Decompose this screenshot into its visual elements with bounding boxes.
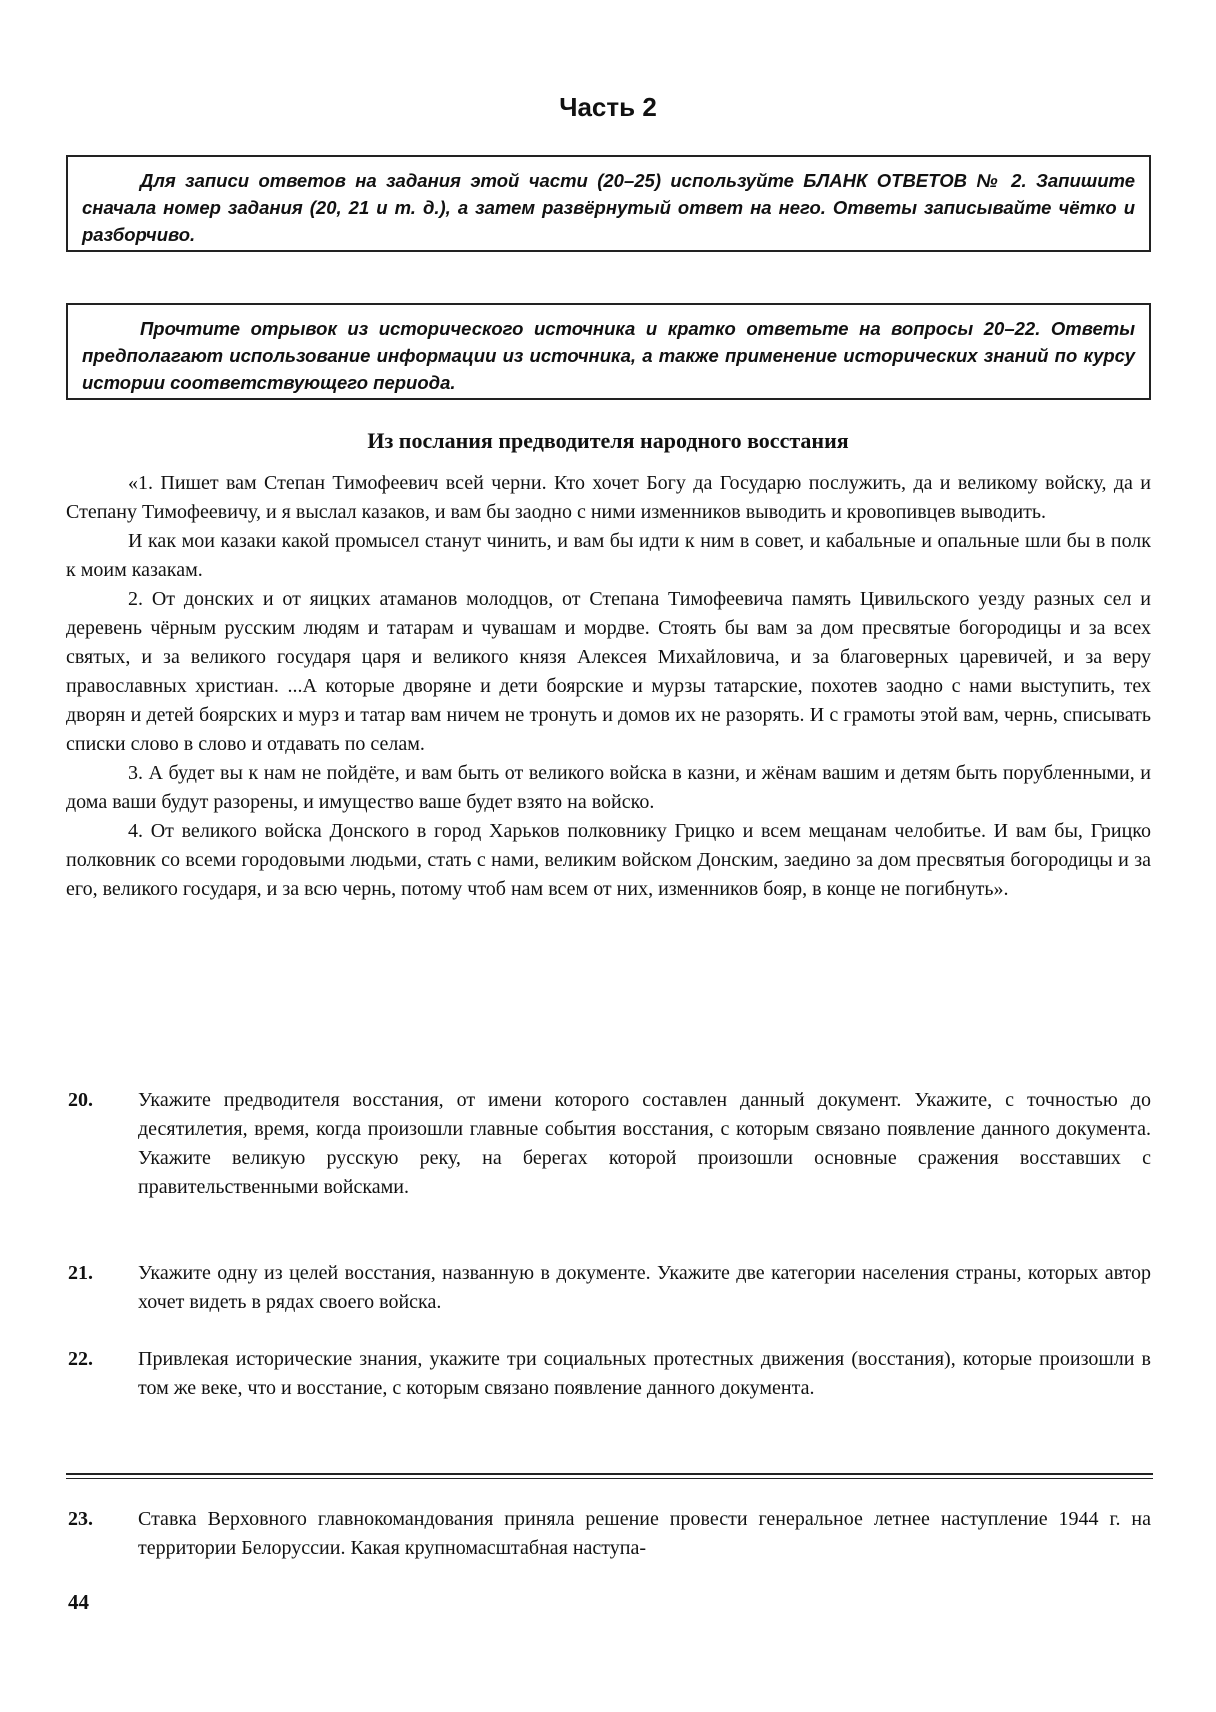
task-23 <box>66 1505 1151 1563</box>
answer-instructions-box <box>66 155 1151 252</box>
task-text: Укажите одну из целей восстания, названную в документе. Укажите две категории населения страны, которых автор хочет видеть в рядах своего войска. <box>138 1262 1151 1313</box>
source-paragraph: 4. От великого войска Донского в город Харьков полковнику Грицко и всем мещанам челобитье. И вам бы, Грицко полковник со всеми городовыми людьми, стать с нами, великим войском Донским, заедино за дом пресвятыя богородицы и за его, великого государя, и за всю чернь, потому чтоб нам всем от них, изменников бояр, в конце не погибнуть». <box>66 820 1151 900</box>
answer-instructions-text: Для записи ответов на задания этой части (20–25) используйте БЛАНК ОТВЕТОВ № 2. Запишите сначала номер задания (20, 21 и т. д.), а затем развёрнутый ответ на него. Ответы записывайте чётко и разборчиво. <box>82 170 1135 245</box>
task-number: 23. <box>68 1508 93 1530</box>
task-text: Укажите предводителя восстания, от имени которого составлен данный документ. Укажите, с точностью до десятилетия, время, когда произошли главные события восстания, с которым связано появление данного документа. Укажите великую русскую реку, на берегах которой произошли основные сражения восставших с правительственными войсками. <box>138 1089 1151 1198</box>
page-number: 44 <box>68 1590 89 1614</box>
source-excerpt <box>66 469 1151 904</box>
task-20 <box>66 1086 1151 1202</box>
part-title: Часть 2 <box>559 92 657 122</box>
section-divider <box>66 1473 1153 1479</box>
task-number: 21. <box>68 1262 93 1284</box>
task-22 <box>66 1345 1151 1403</box>
source-title: Из послания предводителя народного восстания <box>367 428 849 453</box>
source-instructions-text: Прочтите отрывок из исторического источника и кратко ответьте на вопросы 20–22. Ответы предполагают использование информации из источника, а также применение исторических знаний по курсу истории соответствующего периода. <box>82 318 1135 393</box>
source-paragraph: И как мои казаки какой промысел станут чинить, и вам бы идти к ним в совет, и кабальные и опальные шли бы в полк к моим казакам. <box>66 530 1151 581</box>
task-text: Привлекая исторические знания, укажите три социальных протестных движения (восстания), которые произошли в том же веке, что и восстание, с которым связано появление данного документа. <box>138 1348 1151 1399</box>
source-instructions-box <box>66 303 1151 400</box>
source-paragraph: «1. Пишет вам Степан Тимофеевич всей черни. Кто хочет Богу да Государю послужить, да и великому войску, да и Степану Тимофеевичу, и я выслал казаков, и вам бы заодно с ними изменников выводить и кровопивцев выводить. <box>66 472 1151 523</box>
source-paragraph: 3. А будет вы к нам не пойдёте, и вам быть от великого войска в казни, и жёнам вашим и детям быть порубленными, и дома ваши будут разорены, и имущество ваше будет взято на войско. <box>66 762 1151 813</box>
task-text: Ставка Верховного главнокомандования приняла решение провести генеральное летнее наступление 1944 г. на территории Белоруссии. Какая крупномасштабная наступа- <box>138 1508 1151 1559</box>
task-number: 20. <box>68 1089 93 1111</box>
task-number: 22. <box>68 1348 93 1370</box>
task-21 <box>66 1259 1151 1317</box>
source-paragraph: 2. От донских и от яицких атаманов молодцов, от Степана Тимофеевича память Цивильского уезду разных сел и деревень чёрным русским людям и татарам и чувашам и мордве. Стоять бы вам за дом пресвятые богородицы и за всех святых, и за великого государя царя и великого князя Алексея Михайловича, и за благоверных царевичей, и за веру православных христиан. ...А которые дворяне и дети боярские и мурзы татарские, похотев заодно с нами выступить, тех дворян и детей боярских и мурз и татар вам ничем не тронуть и домов их не разорять. И с грамоты этой вам, чернь, списывать списки слово в слово и отдавать по селам. <box>66 588 1151 755</box>
